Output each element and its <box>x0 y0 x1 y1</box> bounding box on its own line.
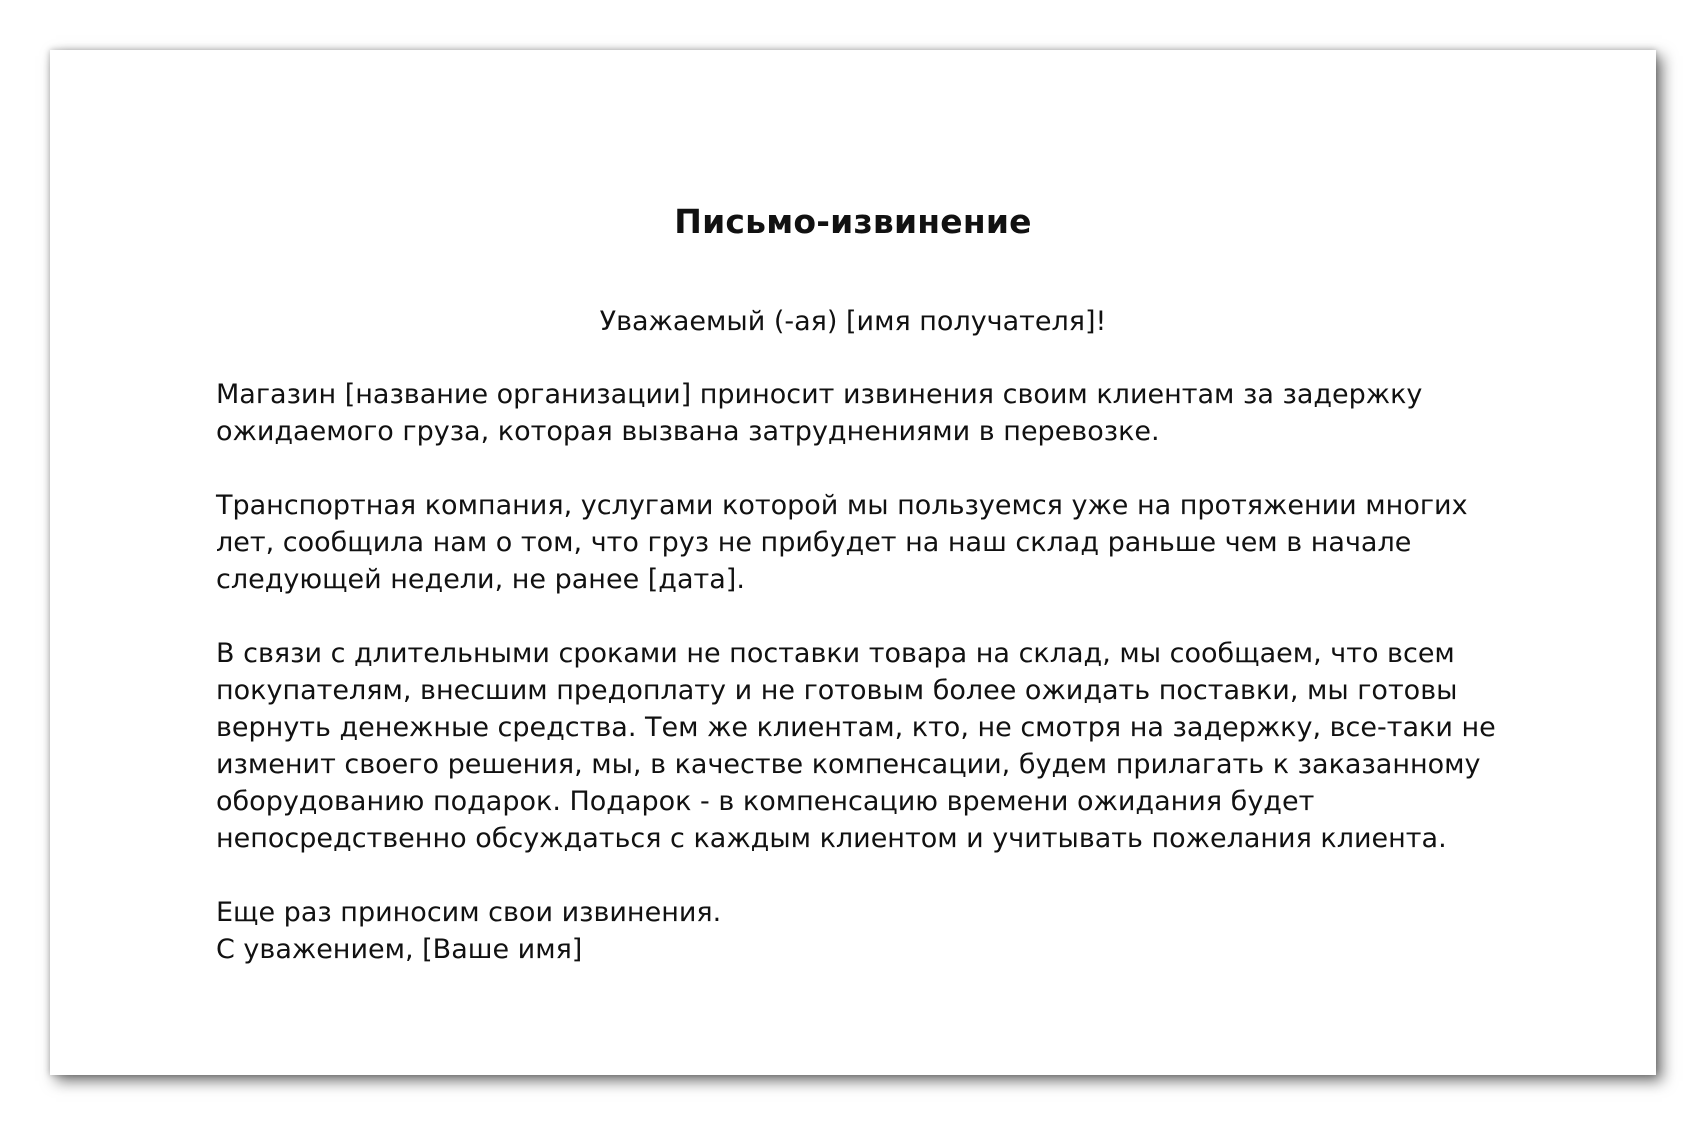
letter-page <box>50 50 1656 1075</box>
paragraph-intro: Магазин [название организации] приносит извинения своим клиентам за задержку ожидаемого груза, которая вызвана затруднениями в перевозке. <box>216 379 1423 447</box>
letter-body <box>216 376 1496 968</box>
closing-signature: С уважением, [Ваше имя] <box>216 934 583 965</box>
letter-greeting: Уважаемый (-ая) [имя получателя]! <box>599 306 1107 337</box>
paragraph-compensation: В связи с длительными сроками не поставки товара на склад, мы сообщаем, что всем покупателям, внесшим предоплату и не готовым более ожидать поставки, мы готовы вернуть денежные средства. Тем же клиентам, кто, не смотря на задержку, все-таки не изменит своего решения, мы, в качестве компенсации, будем прилагать к заказанному оборудованию подарок. Подарок - в компенсацию времени ожидания будет непосредственно обсуждаться с каждым клиентом и учитывать пожелания клиента. <box>216 638 1496 854</box>
closing-apology: Еще раз приносим свои извинения. <box>216 897 722 928</box>
paragraph-transport: Транспортная компания, услугами которой мы пользуемся уже на протяжении многих лет, сообщила нам о том, что груз не прибудет на наш склад раньше чем в начале следующей недели, не ранее [дата]. <box>216 490 1468 595</box>
letter-title: Письмо-извинение <box>674 202 1032 241</box>
